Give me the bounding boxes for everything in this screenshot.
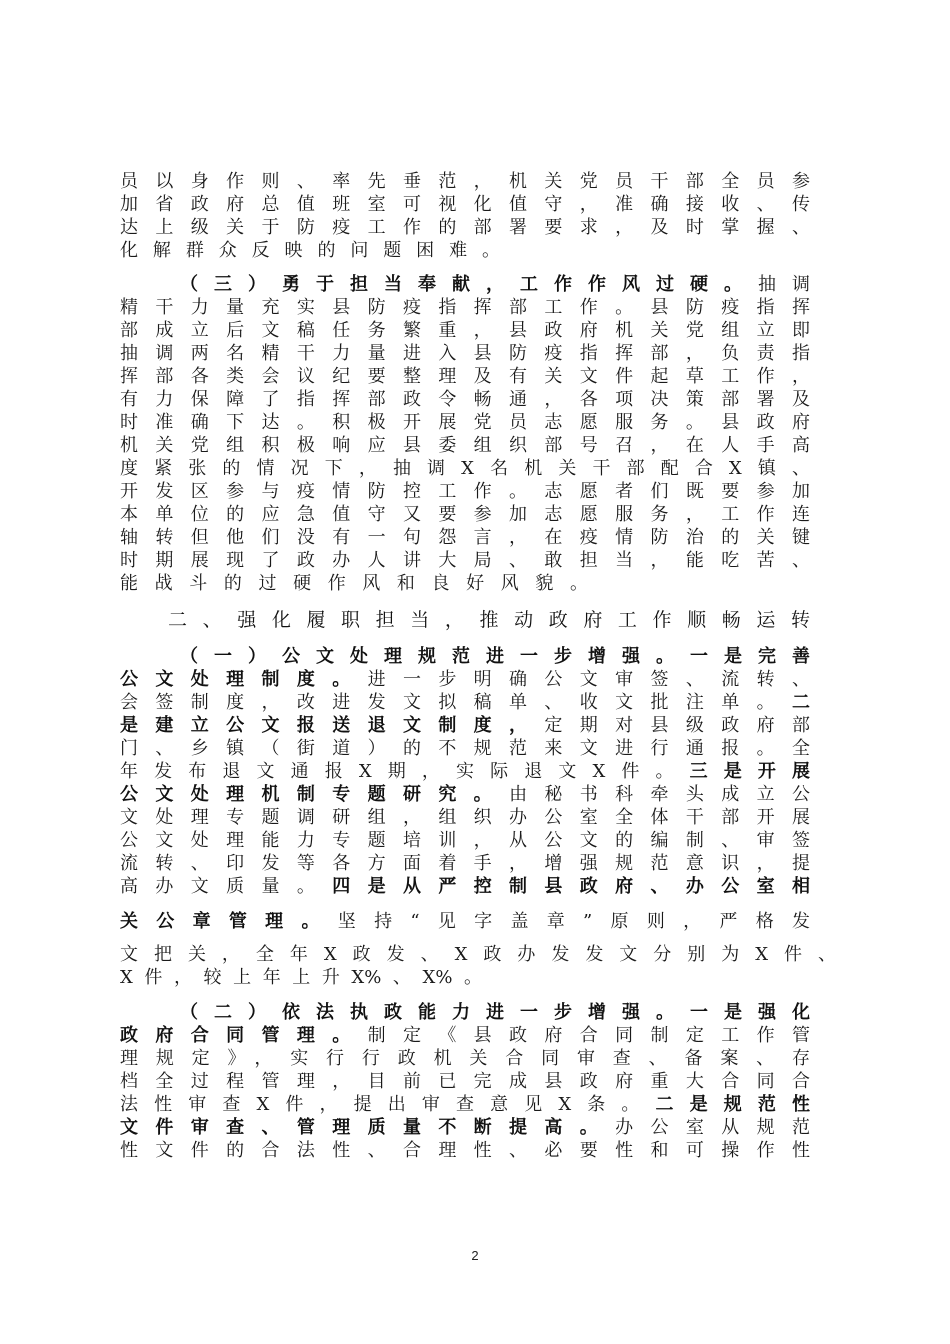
text-line: 法性审查X件，提出审查意见X条。二是规范性	[120, 1094, 810, 1115]
text-line: 公文处理机制专题研究。由秘书科牵头成立公	[120, 784, 811, 805]
text-line: 时期展现了政办人讲大局、敢担当，能吃苦、	[120, 550, 810, 571]
section-subheading: （二）依法执政能力进一步增强。一是强化	[180, 1002, 810, 1023]
section-subheading: （一）公文处理规范进一步增强。一是完善	[180, 646, 810, 667]
text-line: 度紧张的情况下，抽调X名机关干部配合X镇、	[120, 458, 810, 479]
text-line: 时准确下达。积极开展党员志愿服务。县政府	[120, 412, 810, 433]
text-line: 部成立后文稿任务繁重，县政府机关党组立即	[120, 320, 810, 341]
text-line	[180, 1001, 810, 1025]
text-line: 会签制度，改进发文拟稿单、收文批注单。二	[120, 692, 810, 713]
text-line: 员以身作则、率先垂范，机关党员干部全员参	[120, 171, 810, 192]
text-line: 轴转但他们没有一句怨言，在疫情防治的关键	[120, 527, 810, 548]
text-line: 开发区参与疫情防控工作。志愿者们既要参加	[120, 481, 810, 502]
text-line: 机关党组积极响应县委组织部号召，在人手高	[120, 435, 810, 456]
text-line: 达上级关于防疫工作的部署要求，及时掌握、	[120, 217, 810, 238]
text-line: 公文处理制度。进一步明确公文审签、流转、	[120, 669, 810, 690]
text-line: 关公章管理。坚持“见字盖章”原则，严格发	[120, 911, 811, 932]
text-line: 挥部各类会议纪要整理及有关文件起草工作，	[120, 366, 810, 387]
text-line: 是建立公文报送退文制度，定期对县级政府部	[120, 715, 811, 736]
text-line: 精干力量充实县防疫指挥部工作。县防疫指挥	[120, 297, 810, 318]
text-line: 门、乡镇（街道）的不规范来文进行通报。全	[120, 738, 810, 759]
text-line: 政府合同管理。制定《县政府合同制定工作管	[120, 1025, 810, 1046]
text-line: 年发布退文通报X期，实际退文X件。三是开展	[120, 761, 810, 782]
text-line: 公文处理能力专题培训，从公文的编制、审签	[120, 830, 810, 851]
text-line: 理规定》，实行行政机关合同审查、备案、存	[120, 1048, 810, 1069]
text-line: 性文件的合法性、合理性、必要性和可操作性	[120, 1140, 810, 1161]
text-line: 能战斗的过硬作风和良好风貌。	[120, 573, 588, 594]
text-line: 抽调两名精干力量进入县防疫指挥部，负责指	[120, 343, 810, 364]
text-line: 化解群众反映的问题困难。	[120, 240, 500, 261]
text-line: （三）勇于担当奉献，工作作风过硬。抽调	[180, 274, 810, 295]
text-line: 文处理专题调研组，组织办公室全体干部开展	[120, 807, 810, 828]
text-line: 文件审查、管理质量不断提高。办公室从规范	[120, 1117, 810, 1138]
text-line: 高办文质量。四是从严控制县政府、办公室相	[120, 876, 811, 897]
page-number: 2	[471, 1248, 479, 1263]
text-line: X件，较上年上升X%、X%。	[120, 967, 482, 988]
text-line	[180, 645, 810, 669]
text-line: 加省政府总值班室可视化值守，准确接收、传	[120, 194, 810, 215]
text-line: 本单位的应急值守又要参加志愿服务，工作连	[120, 504, 810, 525]
section-heading: 二、强化履职担当，推动政府工作顺畅运转	[168, 609, 810, 631]
text-line: 档全过程管理，目前已完成县政府重大合同合	[120, 1071, 810, 1092]
text-line: 流转、印发等各方面着手，增强规范意识，提	[120, 853, 810, 874]
text-line: 文把关，全年X政发、X政办发发文分别为X件、	[120, 944, 836, 965]
section-subheading: （三）勇于担当奉献，工作作风过硬。	[180, 274, 758, 295]
text-line: 有力保障了指挥部政令畅通，各项决策部署及	[120, 389, 810, 410]
